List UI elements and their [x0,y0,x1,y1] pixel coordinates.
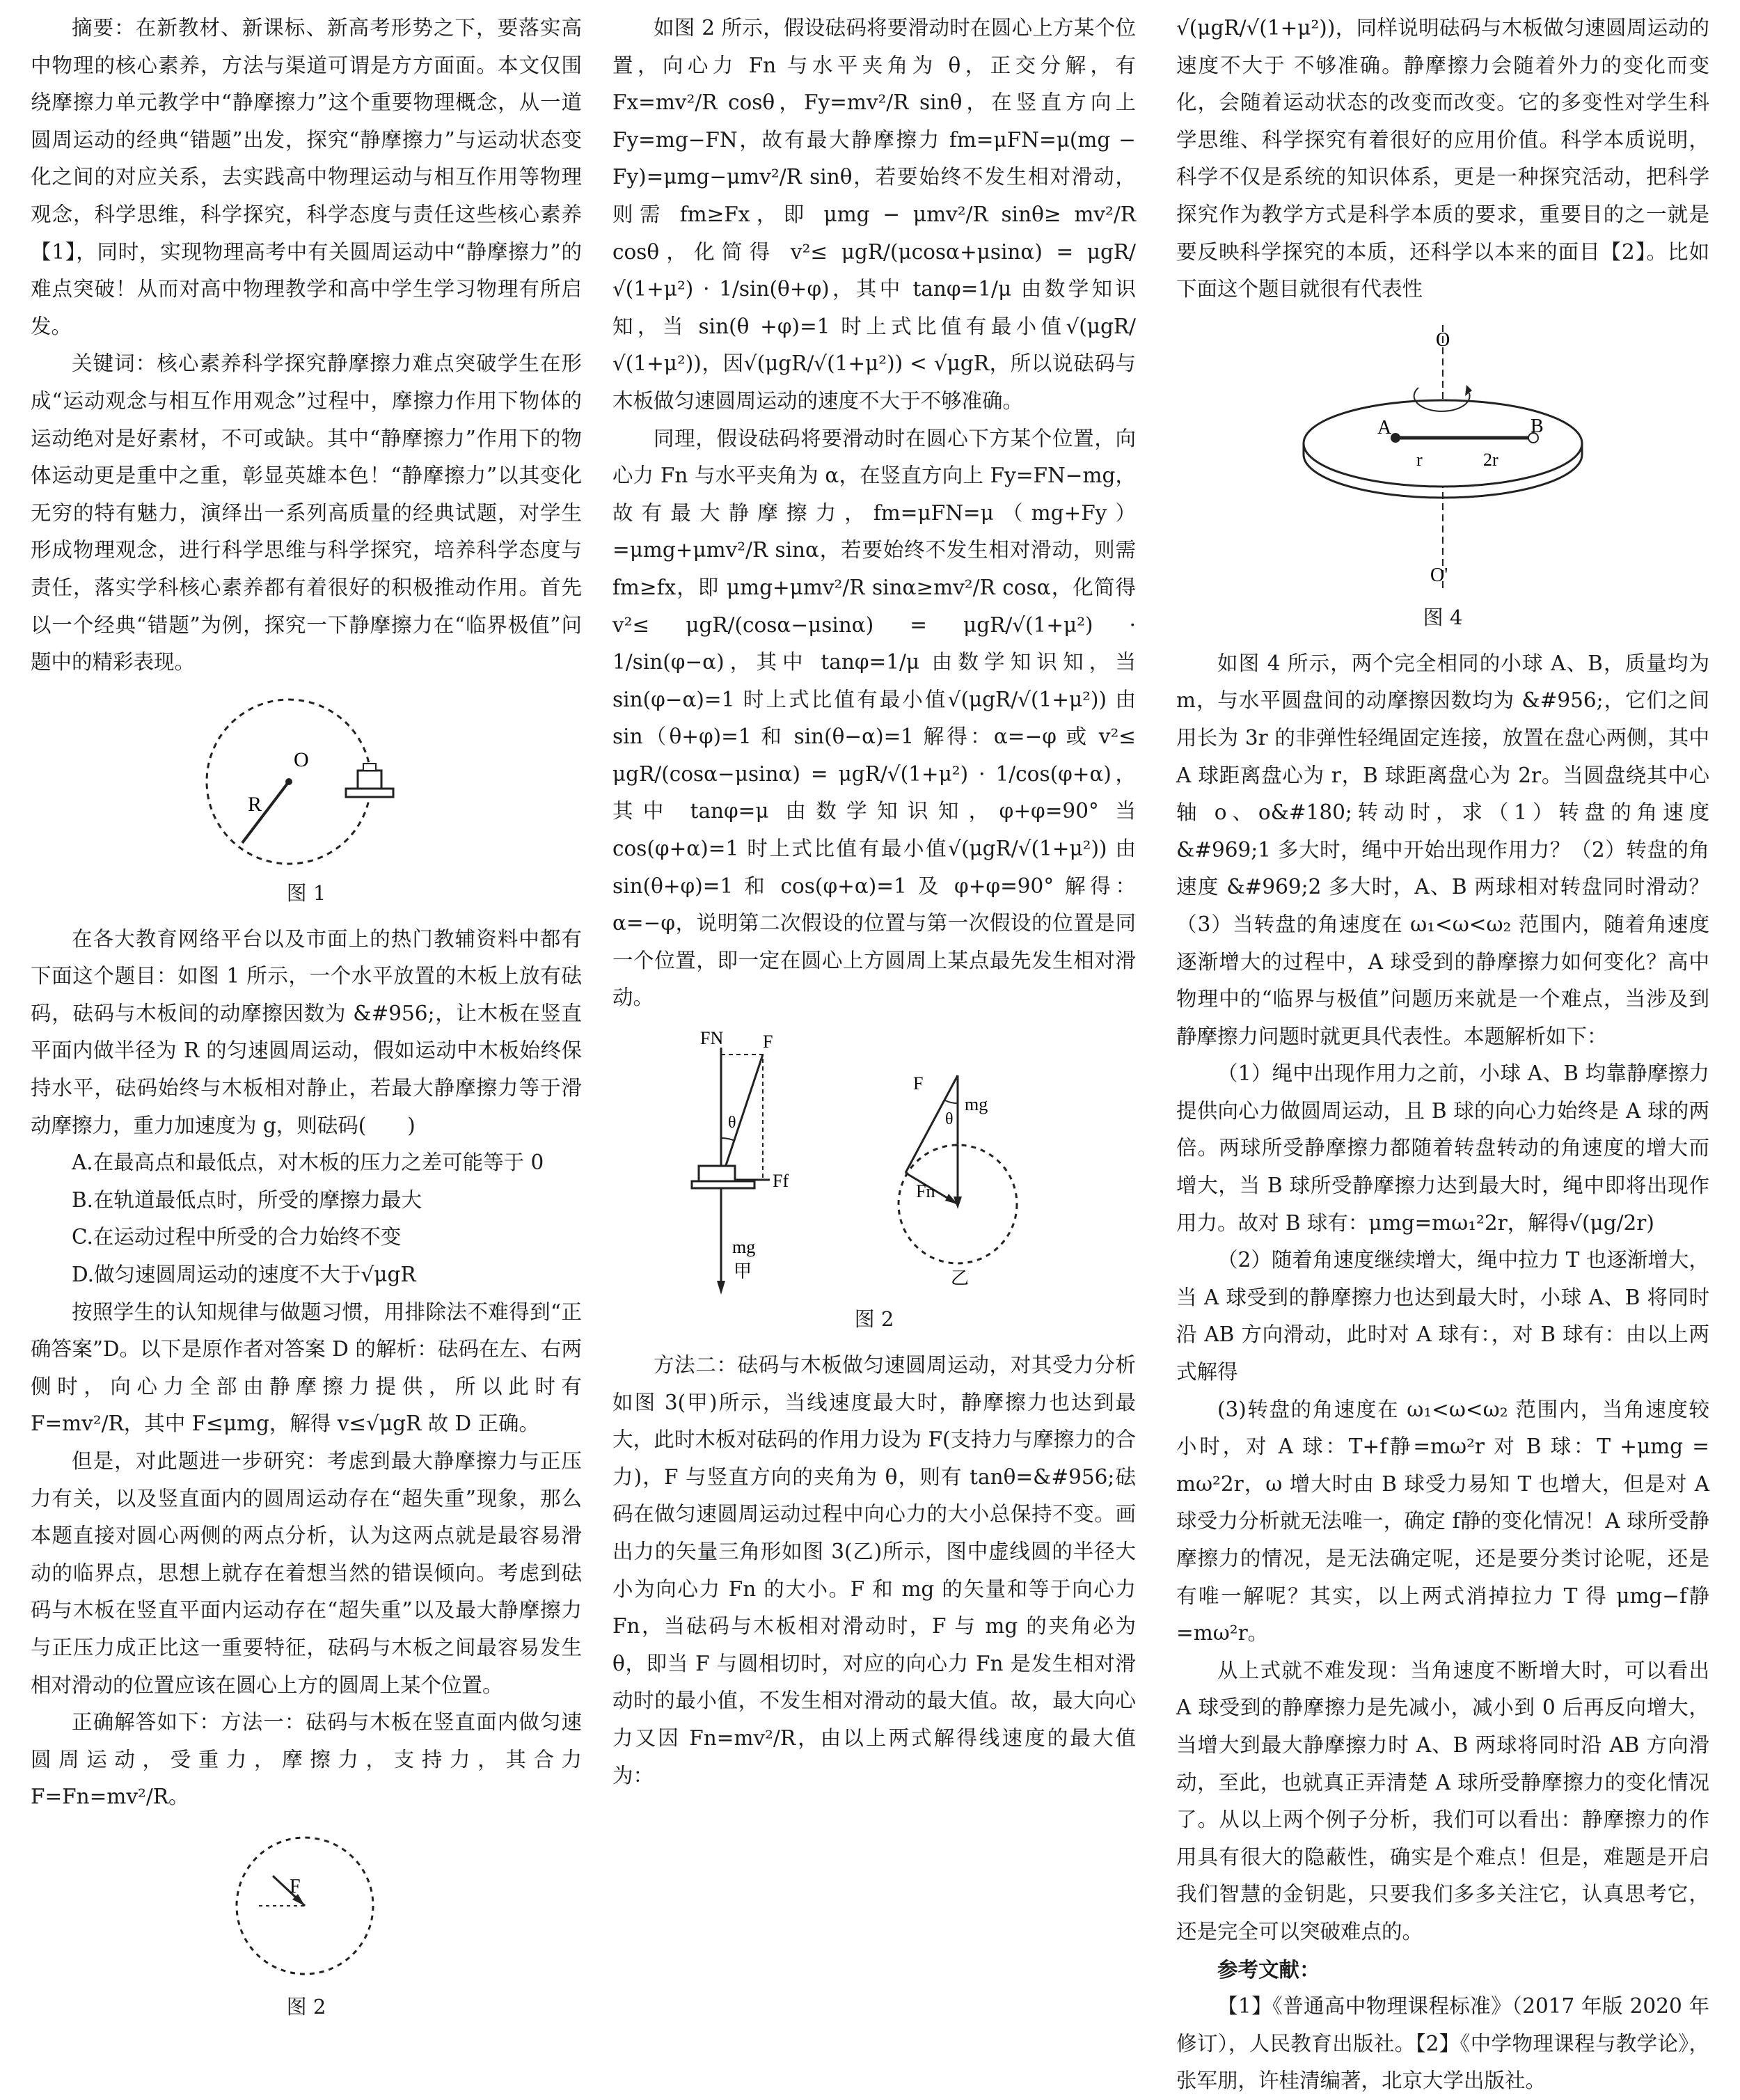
figure-1-diagram [202,691,411,872]
fig2b-label-yi: 乙 [951,1268,970,1289]
fig2b-label-theta2: θ [945,1110,954,1129]
abstract-paragraph: 摘要：在新教材、新课标、新高考形势之下，要落实高中物理的核心素养，方法与渠道可谓是方方面面。本文仅围绕摩擦力单元教学中“静摩擦力”这个重要物理概念，从一道圆周运动的经典“错题”出发，探究“静摩擦力”与运动状态变化之间的对应关系，去实践高中物理运动与相互作用等物理观念，科学思维，科学探究，科学态度与责任这些核心素养【1】，同时，实现物理高考中有关圆周运动中“静摩擦力”的难点突破！从而对高中物理教学和高中学生学习物理有所启发。 [31,16,582,338]
summary-paragraph: 从上式就不难发现：当角速度不断增大时，可以看出 A 球受到的静摩擦力是先减小，减小到 0 后再反向增大，当增大到最大静摩擦力时 A、B 两球将同时沿 AB 方向滑动，至此，也就真正弄清楚 A 球所受静摩擦力的变化情况了。从以上两个例子分析，我们可以看出：静摩擦力的作用具有很大的隐蔽性，确实是个难点！但是，难题是开启我们智慧的金钥匙，只要我们多多关注它，认真思考它，还是完全可以突破难点的。 [1176,1658,1709,1943]
analysis-paragraph: 按照学生的认知规律与做题习惯，用排除法不难得到“正确答案”D。以下是原作者对答案 D 的解析：砝码在左、右两侧时，向心力全部由静摩擦力提供，所以此时有 F=mv²/R，其中 F≤μmg，解得 v≤√μgR 故 D 正确。 [31,1300,582,1436]
method1-paragraph: 如图 2 所示，假设砝码将要滑动时在圆心上方某个位置，向心力 Fn 与水平夹角为 θ，正交分解，有 Fx=mv²/R cosθ，Fy=mv²/R sinθ，在竖直方向上 Fy=mg−FN，故有最大静摩擦力 fm=μFN=μ(mg − Fy)=μmg−μmv²/R sinθ，若要始终不发生相对滑动，则需 fm≥Fx，即 μmg − μmv²/R sinθ≥ mv²/R cosθ，化简得 v²≤ μgR/(μcosα+μsinα) = μgR/√(1+μ²) · 1/sin(θ+φ)，其中 tanφ=1/μ 由数学知识知，当 sin(θ +φ)=1 时上式比值有最小值√(μgR/√(1+μ²))，因√(μgR/√(1+μ²)) < √μgR，所以说砝码与木板做匀速圆周运动的速度不大于不够准确。 [612,16,1136,413]
column-right [1176,10,1709,2100]
references-title: 参考文献： [1217,1957,1320,1982]
fig4-label-o-prime: O' [1430,564,1448,586]
figure-2b [612,1027,1136,1298]
conclusion-paragraph: √(μgR/√(1+μ²))，同样说明砝码与木板做匀速圆周运动的速度不大于 不够准确。静摩擦力会随着外力的变化而变化，会随着运动状态的改变而改变。它的多变性对学生科学思维、科学探究有着很好的应用价值。科学本质说明，科学不仅是系统的知识体系，更是一种探究活动，把科学探究作为教学方式是科学本质的要求，重要目的之一就是要反映科学探究的本质，还科学以本来的面目【2】。比如下面这个题目就很有代表性 [1176,16,1709,301]
references-body: 【1】《普通高中物理课程标准》（2017 年版 2020 年修订），人民教育出版社。【2】《中学物理课程与教学论》，张军朋，许桂清编著，北京大学出版社。 [1176,1994,1709,2093]
fig2b-label-theta: θ [728,1114,736,1132]
fig2b-label-f2: F [913,1073,924,1094]
problem2-paragraph: 如图 4 所示，两个完全相同的小球 A、B，质量均为 m，与水平圆盘间的动摩擦因数均为 &#956;，它们之间用长为 3r 的非弹性轻绳固定连接，放置在盘心两侧，其中 A 球距离盘心为 r，B 球距离盘心为 2r。当圆盘绕其中心轴 o、o&#180;转动时，求（1）转盘的角速度 &#969;1 多大时，绳中开始出现作用力？（2）转盘的角速度 &#969;2 多大时，A、B 两球相对转盘同时滑动？（3）当转盘的角速度在 ω₁<ω<ω₂ 范围内，随着角速度逐渐增大的过程中，A 球受到的静摩擦力如何变化？高中物理中的“临界与极值”问题历来就是一个难点，当涉及到静摩擦力问题时就更具代表性。本题解析如下： [1176,651,1709,1048]
solution-part2: （2）随着角速度继续增大，绳中拉力 T 也逐渐增大，当 A 球受到的静摩擦力也达到最大时，小球 A、B 将同时沿 AB 方向滑动，此时对 A 球有：，对 B 球有：由以上两式解得 [1176,1248,1709,1384]
figure-4-caption: 图 4 [1423,605,1463,629]
figure-2b-diagram [665,1027,1083,1298]
figure-2a [31,1826,582,1986]
fig4-label-a: A [1377,416,1392,439]
fig4-label-b: B [1531,415,1544,437]
column-middle [612,10,1136,1794]
method1-lower-paragraph: 同理，假设砝码将要滑动时在圆心下方某个位置，向心力 Fn 与水平夹角为 α，在竖直方向上 Fy=FN−mg，故有最大静摩擦力，fm=μFN=μ（mg+Fy）=μmg+μmv²/R sinα，若要始终不发生相对滑动，则需 fm≥fx，即 μmg+μmv²/R sinα≥mv²/R cosα，化简得 v²≤ μgR/(cosα−μsinα) = μgR/√(1+μ²) · 1/sin(φ−α)，其中 tanφ=1/μ 由数学知识知，当 sin(φ−α)=1 时上式比值有最小值√(μgR/√(1+μ²)) 由 sin（θ+φ)=1 和 sin(θ−α)=1 解得：α=−φ 或 v²≤ μgR/(cosα−μsinα) = μgR/√(1+μ²) · 1/cos(φ+α)，其中 tanφ=μ 由数学知识知，φ+φ=90° 当 cos(φ+α)=1 时上式比值有最小值√(μgR/√(1+μ²)) 由 sin(θ+φ)=1 和 cos(φ+α)=1 及 φ+φ=90° 解得：α=−φ，说明第二次假设的位置与第一次假设的位置是同一个位置，即一定在圆心上方圆周上某点最先发生相对滑动。 [612,426,1136,1010]
figure-2a-caption: 图 2 [286,1994,326,2019]
figure-1 [31,691,582,872]
fig2b-label-fn: FN [700,1028,724,1049]
figure-1-caption: 图 1 [286,881,326,905]
fig2b-label-fn2: Fn [916,1181,935,1202]
solution-part3: (3)转盘的角速度在 ω₁<ω<ω₂ 范围内，当角速度较小时，对 A 球：T+f静=mω²r 对 B 球：T +μmg = mω²2r，ω 增大时由 B 球受力易知 T 也增大，但是对 A 球受力分析就无法唯一，确定 f静的变化情况！A 球所受静摩擦力的情况，是无法确定呢，还是要分类讨论呢，还是有唯一解呢？其实，以上两式消掉拉力 T 得 μmg−f静=mω²r。 [1176,1397,1709,1645]
option-b: B.在轨道最低点时，所受的摩擦力最大 [72,1187,422,1212]
figure-4-diagram [1297,318,1589,597]
fig2b-label-ff: Ff [773,1171,789,1192]
fig4-label-r: r [1416,449,1423,470]
fig2b-label-mg2: mg [965,1094,988,1115]
keywords-paragraph: 关键词：核心素养科学探究静摩擦力难点突破学生在形成“运动观念与相互作用观念”过程中，摩擦力作用下物体的运动绝对是好素材，不可或缺。其中“静摩擦力”作用下的物体运动更是重中之重，彰显英雄本色！“静摩擦力”以其变化无穷的特有魅力，演绎出一系列高质量的经典试题，对学生形成物理观念，进行科学思维与科学探究，培养科学态度与责任，落实学科核心素养都有着很好的积极推动作用。首先以一个经典“错题”为例，探究一下静摩擦力在“临界极值”问题中的精彩表现。 [31,352,582,674]
fig2b-label-f: F [763,1032,773,1052]
solution-part1: （1）绳中出现作用力之前，小球 A、B 均靠静摩擦力提供向心力做圆周运动，且 B 球的向心力始终是 A 球的两倍。两球所受静摩擦力都随着转盘转动的角速度的增大而增大，当 B 球所受静摩擦力达到最大时，绳中即将出现作用力。故对 B 球有：μmg=mω₁²2r，解得√(μg/2r) [1176,1061,1709,1235]
fig4-label-o: O [1436,329,1450,351]
figure-2a-diagram [223,1826,390,1986]
column-left [31,10,582,2035]
fig2b-label-jia: 甲 [734,1261,752,1282]
option-a: A.在最高点和最低点，对木板的压力之差可能等于 0 [72,1151,544,1175]
option-c: C.在运动过程中所受的合力始终不变 [72,1225,402,1249]
fig1-label-r: R [248,792,262,816]
figure-2b-caption: 图 2 [854,1307,894,1332]
fig4-label-2r: 2r [1483,449,1498,470]
figure-4 [1176,318,1709,597]
fig1-label-o: O [294,748,309,771]
fig2b-label-mg: mg [732,1237,756,1258]
research-paragraph: 但是，对此题进一步研究：考虑到最大静摩擦力与正压力有关，以及竖直面内的圆周运动存在“超失重”现象，那么本题直接对圆心两侧的两点分析，认为这两点就是最容易滑动的临界点，思想上就存在着想当然的错误倾向。考虑到砝码与木板在竖直平面内运动存在“超失重”以及最大静摩擦力与正压力成正比这一重要特征，砝码与木板之间最容易发生相对滑动的位置应该在圆心上方的圆周上某个位置。 [31,1449,582,1697]
method2-paragraph: 方法二：砝码与木板做匀速圆周运动，对其受力分析如图 3(甲)所示，当线速度最大时，静摩擦力也达到最大，此时木板对砝码的作用力设为 F(支持力与摩擦力的合力)，F 与竖直方向的夹角为 θ，则有 tanθ=&#956;砝码在做匀速圆周运动过程中向心力的大小总保持不变。画出力的矢量三角形如图 3(乙)所示，图中虚线圆的半径大小为向心力 Fn 的大小。F 和 mg 的矢量和等于向心力 Fn，当砝码与木板相对滑动时，F 与 mg 的夹角必为 θ，即当 F 与圆相切时，对应的向心力 Fn 是发生相对滑动时的最小值，不发生相对滑动的最大值。故，最大向心力又因 Fn=mv²/R，由以上两式解得线速度的最大值为： [612,1353,1136,1787]
solution-paragraph: 正确解答如下：方法一：砝码与木板在竖直面内做匀速圆周运动，受重力，摩擦力，支持力，其合力 F=Fn=mv²/R。 [31,1710,582,1809]
option-d: D.做匀速圆周运动的速度不大于√μgR [72,1263,416,1287]
problem-paragraph: 在各大教育网络平台以及市面上的热门教辅资料中都有下面这个题目：如图 1 所示，一个水平放置的木板上放有砝码，砝码与木板间的动摩擦因数为 &#956;，让木板在竖直平面内做半径为 R 的匀速圆周运动，假如运动中木板始终保持水平，砝码始终与木板相对静止，若最大静摩擦力等于滑动摩擦力，重力加速度为 g，则砝码( ) [31,926,582,1137]
fig2a-label-f: F [290,1875,301,1897]
